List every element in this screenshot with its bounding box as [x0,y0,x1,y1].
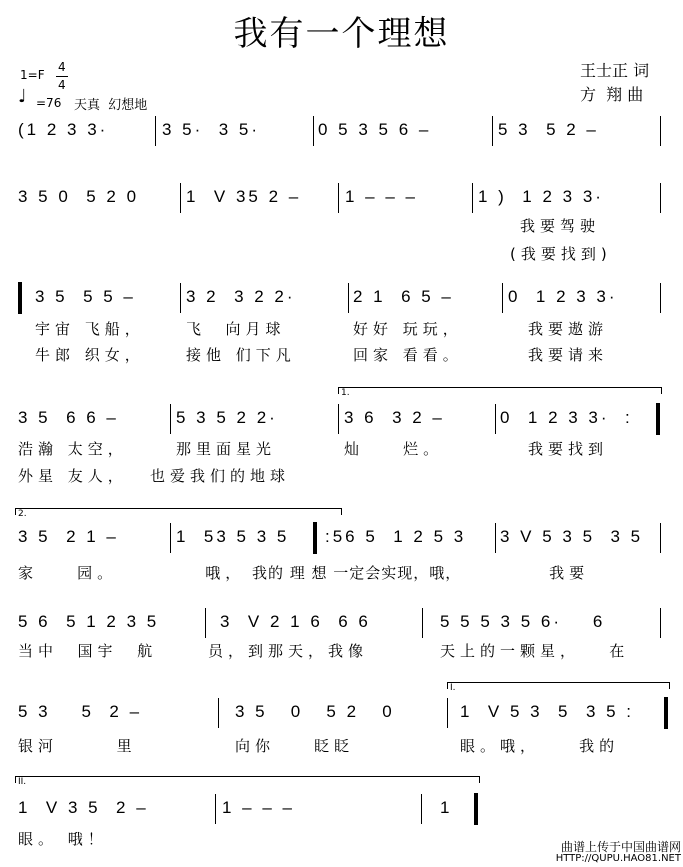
lyric: 那里面星光 [176,440,277,458]
expression-mark: 天真 幻想地 [74,98,148,113]
lyric: 我要 [510,564,590,582]
end-barline [664,697,668,729]
barline [660,523,661,553]
barline [180,283,181,313]
barline [180,183,181,213]
footer-url: HTTP://QUPU.HAO81.NET [555,853,681,864]
measure-notes: 3 V 2 1 6 6 6 [220,612,371,631]
lyric: 灿 烂。 [344,440,444,458]
barline [660,283,661,313]
end-barline [474,793,478,825]
barline [313,116,314,146]
measure-notes: 5 3 5 2 2· [176,408,278,427]
lyric: 我要找到 [528,440,609,458]
barline [338,404,339,434]
barline [492,116,493,146]
lyric: 牛郎 织女， [35,346,145,364]
barline [170,523,171,553]
lyric: 家 园。 [18,564,118,582]
measure-notes: 5 3 5 2 – [498,120,599,139]
barline [447,698,448,728]
measure-notes: 1 53 5 3 5 [176,527,290,546]
measure-notes: 0 1 2 3 3· [508,287,618,306]
barline [218,698,219,728]
lyric: 我的 理 想 一定会实现，哦， [252,564,462,582]
volta-bracket [15,508,342,519]
barline [660,608,661,638]
lyric: 当中 国宇 航 [18,642,158,660]
measure-notes: 3 5 2 1 – [18,527,119,546]
lyric: 外星 友人， [18,467,128,485]
barline [205,608,206,638]
measure-notes: 0 1 2 3 3· : [500,408,633,427]
song-title: 我有一个理想 [233,14,450,54]
lyric: 好好 玩玩， [353,320,463,338]
measure-notes: 3 6 3 2 – [344,408,445,427]
barline [502,283,503,313]
composer: 方 翔 曲 [580,85,644,104]
measure-notes: 1 V 5 3 5 3 5 : [460,702,635,721]
volta-bracket [15,776,480,787]
barline [338,183,339,213]
volta-number: 1. [341,388,350,398]
tempo: =76 [36,96,62,110]
measure-notes: 1 – – – [222,798,295,817]
lyric: 向你 眨眨 [235,737,355,755]
lyricist: 王士正 词 [580,61,650,80]
measure-notes: 0 5 3 5 6 – [318,120,432,139]
time-signature-top: 4 [58,60,66,74]
lyric: 也爱我们的地球 [150,467,291,485]
lyric: 飞 向月球 [186,320,286,338]
lyric: 员，到那天，我像 [208,642,369,660]
barline [495,523,496,553]
measure-notes: 5 3 5 2 – [18,702,143,721]
lyric: 我要遨游 [528,320,609,338]
lyric: 宇宙 飞船， [35,320,145,338]
measure-notes: 3 2 3 2 2· [186,287,296,306]
key-signature: 1=F [20,68,45,82]
barline [421,794,422,824]
lyric: (我要找到) [510,245,612,263]
lyric: 接他 们下凡 [186,346,296,364]
measure-notes: 3 5· 3 5· [162,120,261,139]
time-signature-line [56,76,68,77]
measure-notes: 1 V 35 2 – [186,187,302,206]
barline [495,404,496,434]
barline [422,608,423,638]
measure-notes: 3 5 5 5 – [35,287,136,306]
repeat-barline [313,522,317,554]
barline [472,183,473,213]
lyric: 哦， [176,564,246,582]
measure-notes: 3 5 6 6 – [18,408,119,427]
lyric: 银河 里 [18,737,137,755]
measure-notes: 3 V 5 3 5 3 5 [500,527,644,546]
volta-bracket [338,387,662,398]
measure-notes: 1 – – – [345,187,418,206]
barline [660,116,661,146]
measure-notes: 1 ) 1 2 3 3· [478,187,604,206]
barline [348,283,349,313]
measure-notes: 5 5 5 3 5 6· 6 [440,612,606,631]
lyric: 天上的一颗星， 在 [440,642,630,660]
lyric: 回家 看看。 [353,346,463,364]
lyric: 眼。 哦！ [18,830,108,848]
footer-source: 曲谱上传于中国曲谱网 [560,840,681,854]
volta-number: I. [450,683,456,693]
time-signature-bottom: 4 [58,78,66,92]
lyric: 我要驾驶 [520,217,601,235]
quarter-note-icon: ♩ [18,86,27,107]
measure-notes: 3 5 0 5 2 0 [18,187,140,206]
measure-notes: 5 6 5 1 2 3 5 [18,612,160,631]
volta-number: 2. [18,509,27,519]
measure-notes: 2 1 6 5 – [353,287,454,306]
measure-notes: 3 5 0 5 2 0 [235,702,395,721]
measure-notes: (1 2 3 3· [18,120,109,139]
measure-notes: :56 5 1 2 5 3 [325,527,467,546]
barline [170,404,171,434]
repeat-start-barline [18,282,22,314]
barline [215,794,216,824]
volta-bracket [447,682,670,693]
measure-notes: 1 [440,798,453,817]
lyric: 眼。哦， 我的 [460,737,620,755]
end-barline [656,403,660,435]
measure-notes: 1 V 3 5 2 – [18,798,149,817]
lyric: 我要请来 [528,346,609,364]
volta-number: II. [18,777,27,787]
lyric: 浩瀚 太空， [18,440,128,458]
barline [155,116,156,146]
barline [660,183,661,213]
